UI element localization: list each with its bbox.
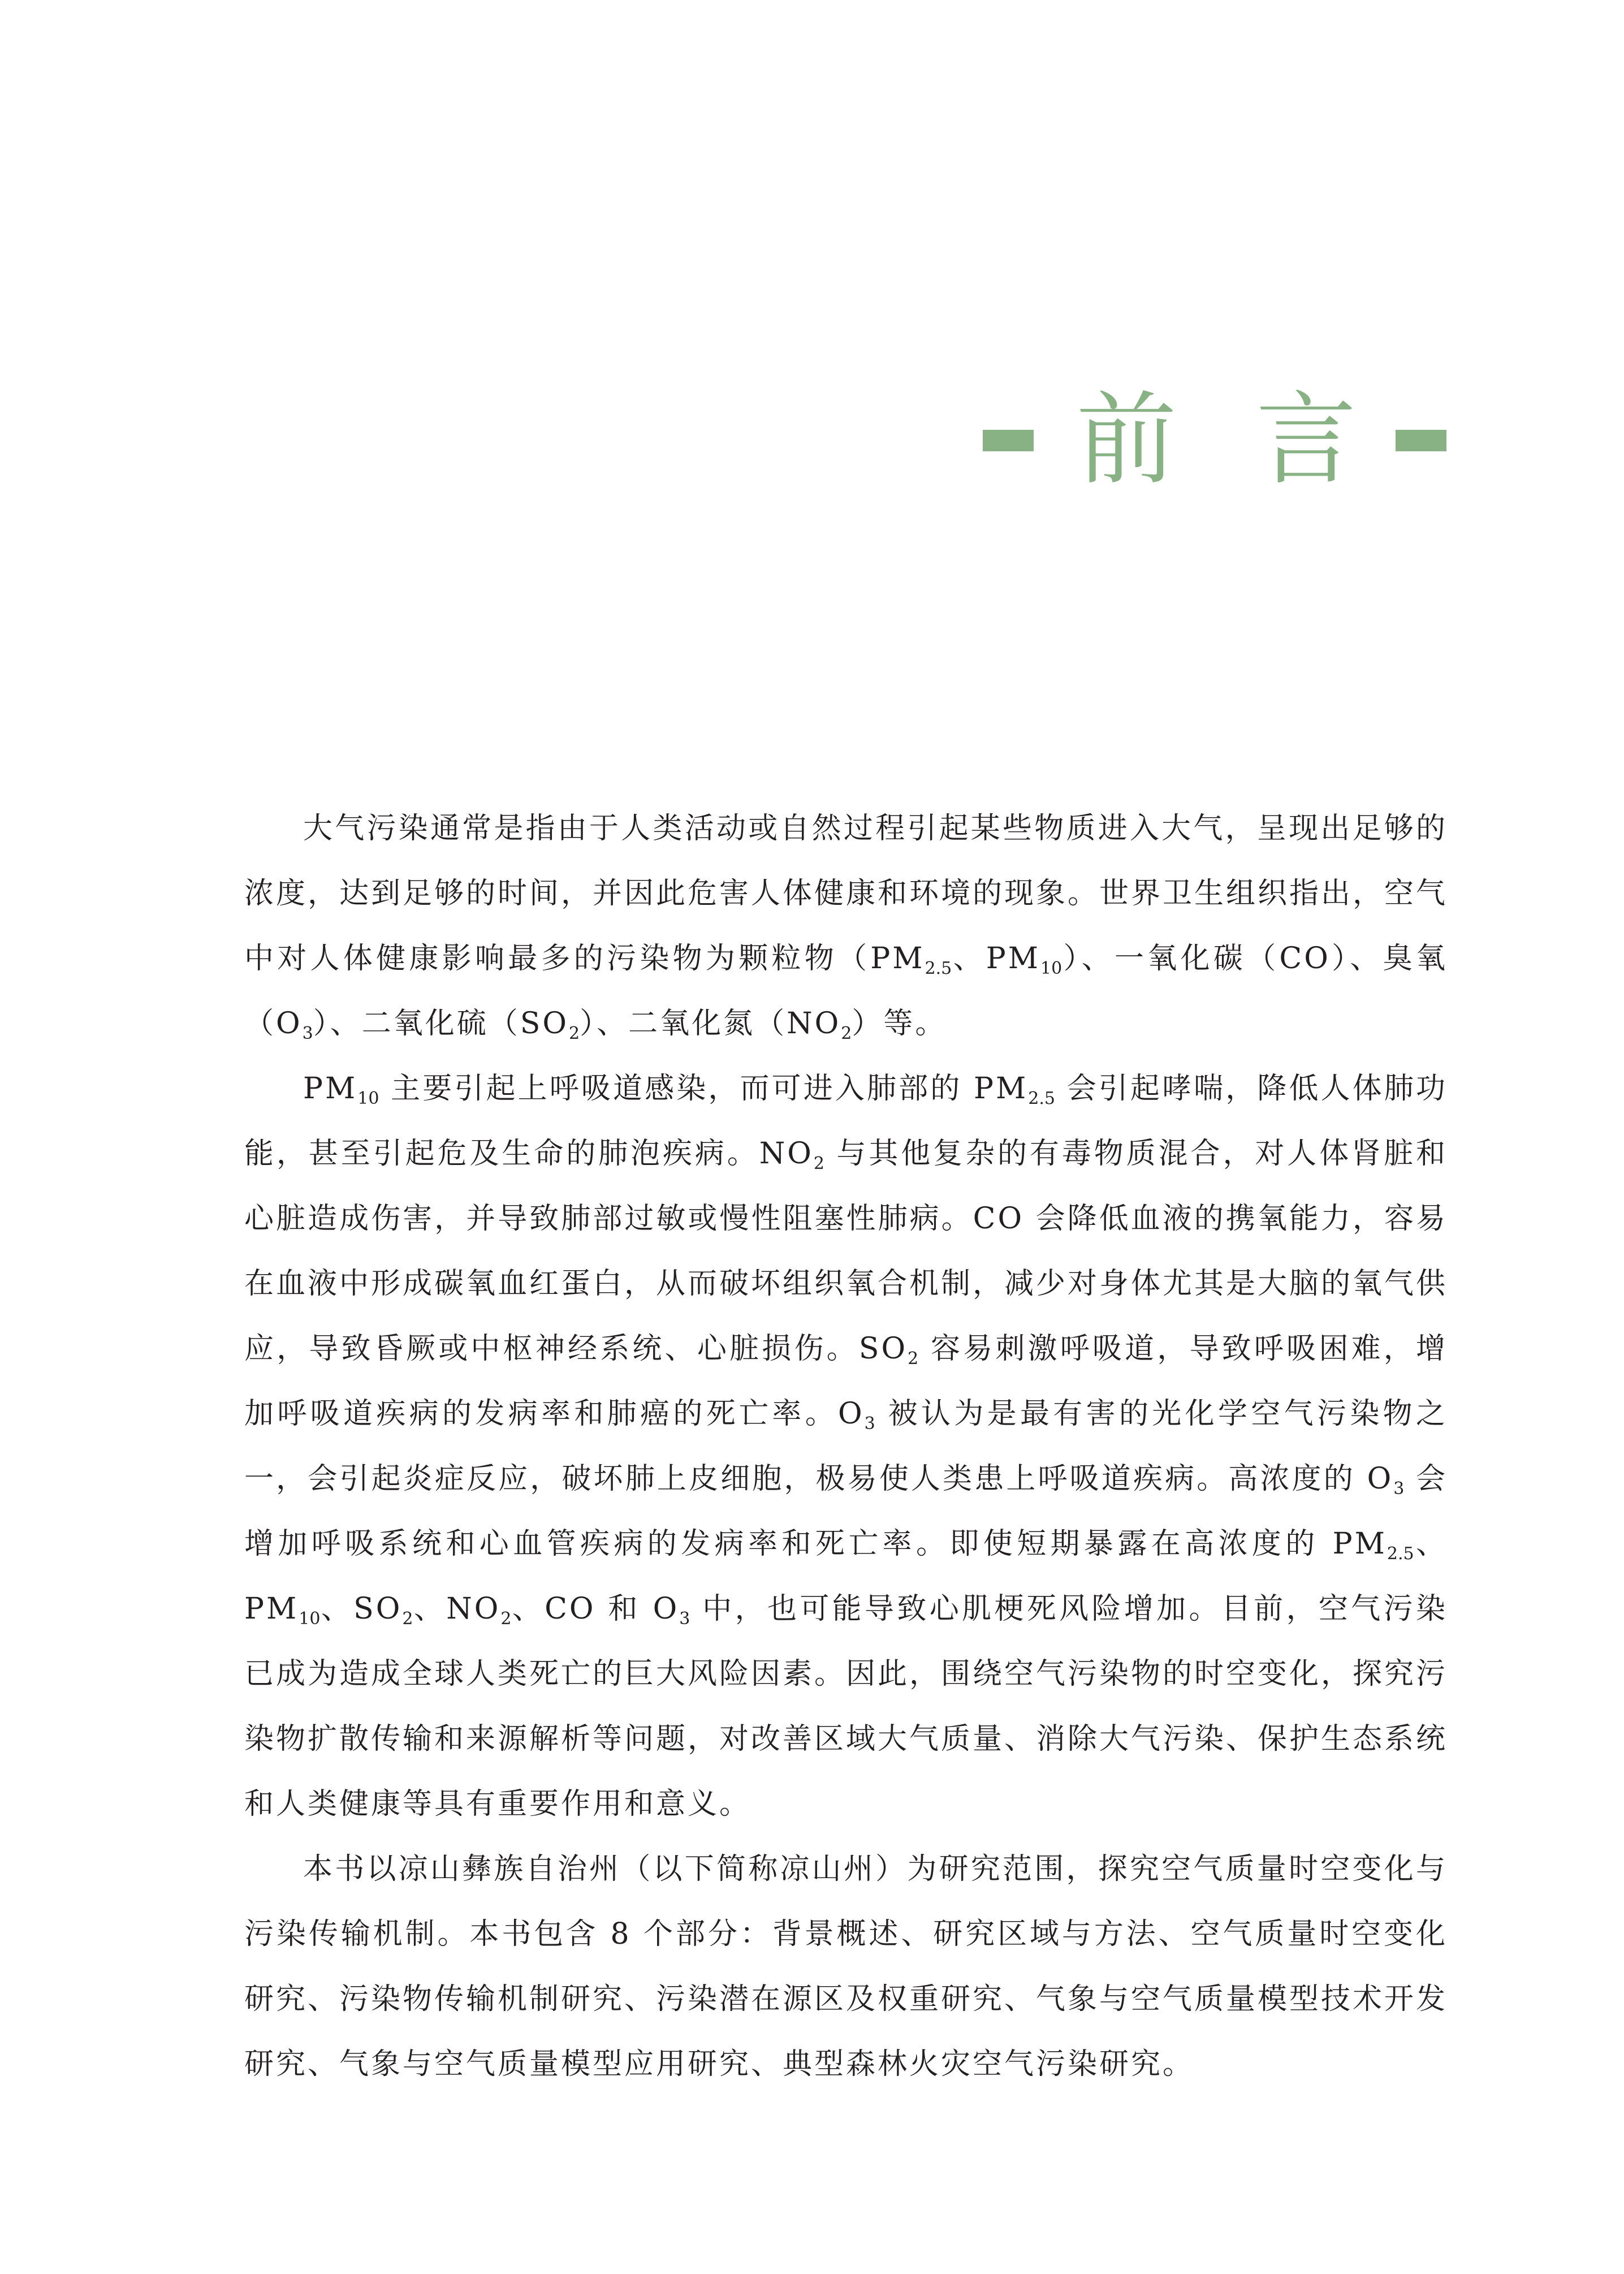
formula-pm25: PM bbox=[870, 942, 925, 976]
subscript: 10 bbox=[1040, 959, 1062, 978]
formula-so2: SO bbox=[520, 1007, 569, 1041]
subscript: 3 bbox=[1393, 1479, 1405, 1499]
formula-o3: O bbox=[276, 1007, 303, 1041]
text-run: ）、二氧化氮（ bbox=[580, 1007, 787, 1041]
text-run: 被认为是最有害的光化学空气污染物之一，会引起炎症反应，破坏肺上皮细胞，极易使人类患上呼吸道疾病。高浓度的 bbox=[244, 1397, 1448, 1496]
subscript: 2.5 bbox=[1028, 1089, 1055, 1108]
subscript: 2 bbox=[908, 1349, 919, 1369]
text-run: 主要引起上呼吸道感染，而可进入肺部的 bbox=[379, 1072, 974, 1106]
paragraph-3: 本书以凉山彝族自治州（以下简称凉山州）为研究范围，探究空气质量时空变化与污染传输机制。本书包含 8 个部分：背景概述、研究区域与方法、空气质量时空变化研究、污染物传输机制研究、污染潜在源区及权重研究、气象与空气质量模型技术开发研究、气象与空气质量模型应用研究、典型森林火灾空气污染研究。 bbox=[244, 1852, 1448, 2081]
paragraph-1 bbox=[244, 796, 1448, 1056]
heading-bar-right bbox=[1396, 430, 1446, 451]
formula-pm10: PM bbox=[244, 1592, 299, 1626]
formula-co: CO bbox=[545, 1592, 596, 1626]
text-run: 会降低血液的携氧能力，容易在血液中形成碳氧血红蛋白，从而破坏组织氧合机制，减少对身体尤其是大脑的氧气供应，导致昏厥或中枢神经系统、心脏损伤。 bbox=[244, 1202, 1448, 1366]
subscript: 2 bbox=[500, 1609, 512, 1629]
subscript: 2 bbox=[569, 1024, 580, 1043]
heading-bar-left bbox=[983, 430, 1034, 451]
subscript: 10 bbox=[357, 1089, 379, 1108]
subscript: 2.5 bbox=[925, 959, 952, 978]
heading-char-1: 前 bbox=[1076, 381, 1177, 498]
formula-o3: O bbox=[653, 1592, 680, 1626]
text-run: 大气污染通常是指由于人类活动或自然过程引起某些物质进入大气，呈现出足够的浓度，达到足够的时间，并因此危害人体健康和环境的现象。世界卫生组织指出，空气中对人体健康影响最多的污染物为颗粒物（ bbox=[244, 812, 1448, 976]
text-run: ）、一氧化碳（ bbox=[1062, 942, 1280, 976]
text-run: 和 bbox=[595, 1592, 653, 1626]
preface-heading bbox=[983, 383, 1446, 497]
text-run: 、 bbox=[1414, 1527, 1448, 1561]
text-run: 中，也可能导致心肌梗死风险增加。目前，空气污染已成为造成全球人类死亡的巨大风险因素。因此，围绕空气污染物的时空变化，探究污染物扩散传输和来源解析等问题，对改善区域大气质量、消除大气污染、保护生态系统和人类健康等具有重要作用和意义。 bbox=[244, 1592, 1448, 1821]
formula-co: CO bbox=[973, 1202, 1025, 1236]
text-run: 、 bbox=[511, 1592, 545, 1626]
subscript: 3 bbox=[864, 1414, 875, 1434]
paragraph-2 bbox=[244, 1056, 1448, 1837]
subscript: 3 bbox=[302, 1024, 313, 1043]
text-run: 会引起哮喘，降低人体肺功能，甚至引起危及生命的肺泡疾病。 bbox=[244, 1072, 1448, 1171]
formula-no2: NO bbox=[759, 1137, 814, 1171]
text-run: 会增加呼吸系统和心血管疾病的发病率和死亡率。即使短期暴露在高浓度的 bbox=[244, 1462, 1448, 1561]
text-run: 、 bbox=[320, 1592, 354, 1626]
subscript: 2 bbox=[813, 1154, 824, 1173]
formula-so2: SO bbox=[858, 1332, 908, 1366]
text-run: ）、臭氧（ bbox=[244, 942, 1448, 1041]
formula-so2: SO bbox=[353, 1592, 403, 1626]
formula-co: CO bbox=[1279, 942, 1331, 976]
formula-no2: NO bbox=[446, 1592, 501, 1626]
formula-pm25: PM bbox=[974, 1072, 1029, 1106]
text-run: ）等。 bbox=[852, 1007, 947, 1041]
text-run: 与其他复杂的有毒物质混合，对人体肾脏和心脏造成伤害，并导致肺部过敏或慢性阻塞性肺病。 bbox=[244, 1137, 1448, 1236]
heading-char-2: 言 bbox=[1256, 381, 1357, 498]
formula-pm10: PM bbox=[303, 1072, 358, 1106]
text-run: 、 bbox=[413, 1592, 447, 1626]
formula-pm10: PM bbox=[986, 942, 1041, 976]
text-run: 容易刺激呼吸道，导致呼吸困难，增加呼吸道疾病的发病率和肺癌的死亡率。 bbox=[244, 1332, 1448, 1431]
subscript: 3 bbox=[679, 1609, 690, 1629]
preface-body bbox=[244, 796, 1448, 2097]
subscript: 2 bbox=[402, 1609, 413, 1629]
subscript: 2 bbox=[841, 1024, 852, 1043]
formula-o3: O bbox=[838, 1397, 865, 1431]
formula-o3: O bbox=[1367, 1462, 1394, 1496]
text-run: ）、二氧化硫（ bbox=[313, 1007, 520, 1041]
formula-pm25: PM bbox=[1332, 1527, 1387, 1561]
subscript: 10 bbox=[299, 1609, 321, 1629]
text-run: 、 bbox=[952, 942, 986, 976]
formula-no2: NO bbox=[787, 1007, 841, 1041]
subscript: 2.5 bbox=[1387, 1544, 1414, 1564]
